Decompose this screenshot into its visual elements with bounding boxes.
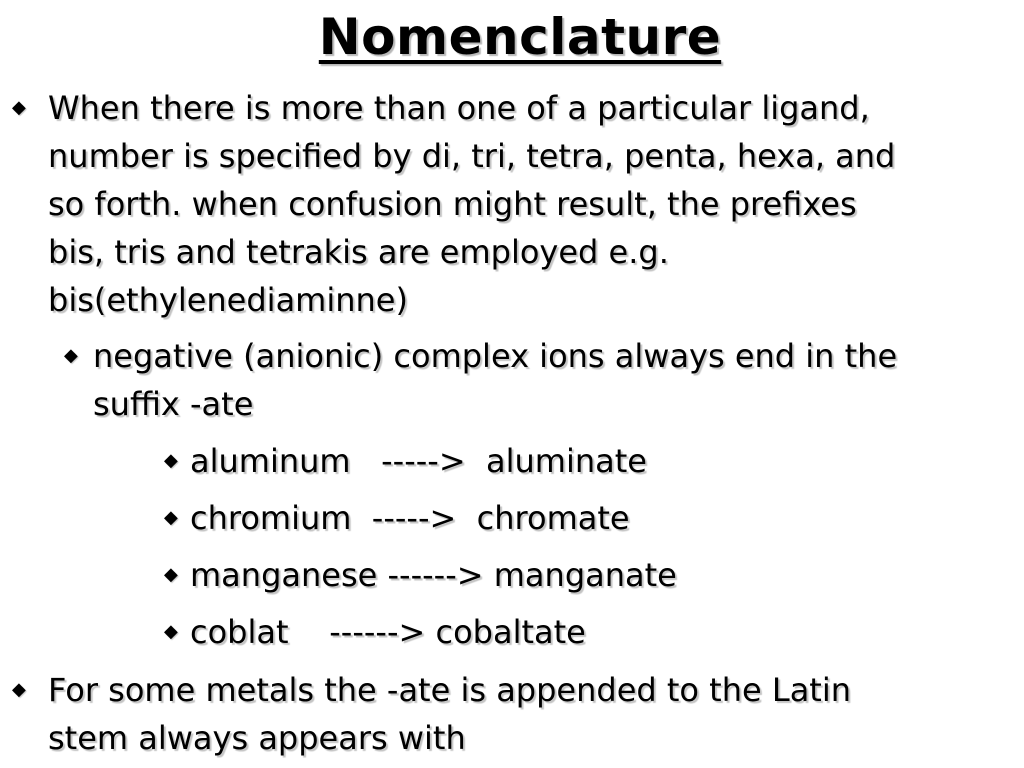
bullet-marker-icon: ◆ bbox=[64, 345, 78, 366]
bullet-marker-icon: ◆ bbox=[164, 450, 178, 471]
bullet-line: For some metals the -ate is appended to the Latin bbox=[48, 671, 852, 709]
bullet-latin-stem bbox=[48, 666, 851, 762]
bullet-marker-icon: ◆ bbox=[164, 507, 178, 528]
example-aluminum: aluminum -----> aluminate bbox=[190, 442, 647, 480]
bullet-line: When there is more than one of a particular ligand, bbox=[48, 89, 870, 127]
bullet-line: so forth. when confusion might result, the prefixes bbox=[48, 185, 857, 223]
example-manganese: manganese ------> manganate bbox=[190, 556, 677, 594]
bullet-line: suffix -ate bbox=[93, 385, 254, 423]
bullet-marker-icon: ◆ bbox=[12, 97, 26, 118]
bullet-line: bis, tris and tetrakis are employed e.g. bbox=[48, 233, 669, 271]
example-chromium: chromium -----> chromate bbox=[190, 499, 630, 537]
bullet-anionic-suffix bbox=[93, 332, 897, 428]
example-cobalt: coblat ------> cobaltate bbox=[190, 613, 586, 651]
bullet-line: bis(ethylenediaminne) bbox=[48, 281, 408, 319]
bullet-marker-icon: ◆ bbox=[164, 564, 178, 585]
slide-title: Nomenclature bbox=[318, 8, 722, 66]
bullet-ligand-prefixes bbox=[48, 84, 895, 324]
bullet-line: stem always appears with bbox=[48, 719, 466, 757]
bullet-marker-icon: ◆ bbox=[12, 679, 26, 700]
bullet-marker-icon: ◆ bbox=[164, 621, 178, 642]
bullet-line: number is specified by di, tri, tetra, penta, hexa, and bbox=[48, 137, 896, 175]
bullet-line: negative (anionic) complex ions always end in the bbox=[93, 337, 898, 375]
